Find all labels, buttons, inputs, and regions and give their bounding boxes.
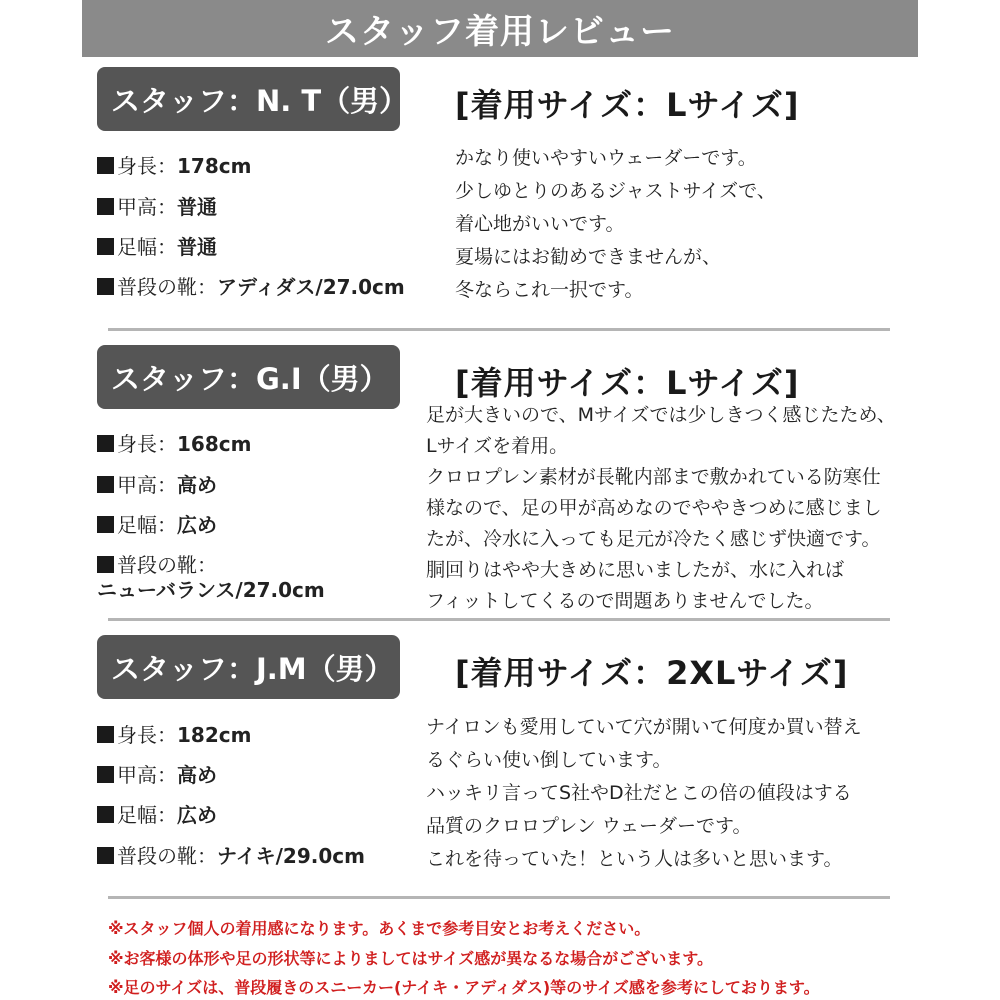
disclaimer-note: ※お客様の体形や足の形状等によりましてはサイズ感が異なるな場合がございます。 (108, 949, 713, 968)
review-line: クロロプレン素材が長靴内部まで敷かれている防寒仕 (426, 466, 881, 488)
disclaimer-note: ※足のサイズは、普段履きのスニーカー(ナイキ・アディダス)等のサイズ感を参考にしております。 (108, 978, 820, 997)
review-line: るぐらい使い倒しています。 (426, 749, 672, 771)
spec-height: 身長：182cm (97, 719, 251, 748)
spec-instep: 甲高：高め (97, 469, 217, 498)
page-title: スタッフ着用レビュー (82, 0, 918, 57)
bullet-square-icon (97, 516, 114, 533)
review-line: Lサイズを着用。 (426, 435, 569, 457)
review-line: 胴回りはやや大きめに思いましたが、水に入れば (426, 559, 845, 581)
spec-height: 身長：168cm (97, 428, 251, 457)
review-line: フィットしてくるので問題ありませんでした。 (426, 590, 824, 612)
section-divider (108, 896, 890, 899)
spec-height: 身長：178cm (97, 150, 251, 179)
review-line: 品質のクロロプレン ウェーダーです。 (426, 815, 752, 837)
bullet-square-icon (97, 806, 114, 823)
spec-instep: 甲高：普通 (97, 191, 217, 220)
section-divider (108, 328, 890, 331)
spec-shoes-value: ニューバランス/27.0cm (97, 578, 325, 602)
staff-name-tag: スタッフ：J.M（男） (97, 635, 400, 699)
bullet-square-icon (97, 847, 114, 864)
review-line: 冬ならこれ一択です。 (455, 279, 644, 301)
review-line: これを待っていた！という人は多いと思います。 (426, 848, 843, 870)
bullet-square-icon (97, 198, 114, 215)
bullet-square-icon (97, 238, 114, 255)
disclaimer-note: ※スタッフ個人の着用感になります。あくまで参考目安とお考えください。 (108, 919, 651, 938)
size-heading: [着用サイズ：Lサイズ] (455, 86, 800, 124)
section-divider (108, 618, 890, 621)
bullet-square-icon (97, 476, 114, 493)
review-line: ハッキリ言ってS社やD社だとこの倍の値段はする (426, 782, 852, 804)
spec-width: 足幅：広め (97, 799, 217, 828)
spec-shoes: 普段の靴：アディダス/27.0cm (97, 271, 405, 300)
spec-instep: 甲高：高め (97, 759, 217, 788)
review-line: かなり使いやすいウェーダーです。 (455, 147, 757, 169)
review-line: たが、冷水に入っても足元が冷たく感じず快適です。 (426, 528, 881, 550)
bullet-square-icon (97, 726, 114, 743)
review-line: 少しゆとりのあるジャストサイズで、 (455, 180, 776, 202)
bullet-square-icon (97, 157, 114, 174)
staff-name-tag: スタッフ：N. T（男） (97, 67, 400, 131)
size-heading: [着用サイズ：Lサイズ] (455, 364, 800, 402)
spec-shoes: 普段の靴： (97, 549, 217, 578)
staff-name-tag: スタッフ：G.I（男） (97, 345, 400, 409)
review-line: 着心地がいいです。 (455, 213, 625, 235)
bullet-square-icon (97, 435, 114, 452)
review-line: 足が大きいので、Mサイズでは少しきつく感じたため、 (426, 404, 896, 426)
review-line: 夏場にはお勧めできませんが、 (455, 246, 722, 268)
bullet-square-icon (97, 766, 114, 783)
review-line: 様なので、足の甲が高めなのでややきつめに感じまし (426, 497, 882, 519)
spec-shoes: 普段の靴：ナイキ/29.0cm (97, 840, 365, 869)
bullet-square-icon (97, 278, 114, 295)
review-line: ナイロンも愛用していて穴が開いて何度か買い替え (426, 716, 862, 738)
size-heading: [着用サイズ：2XLサイズ] (455, 654, 849, 692)
spec-width: 足幅：広め (97, 509, 217, 538)
bullet-square-icon (97, 556, 114, 573)
spec-width: 足幅：普通 (97, 231, 217, 260)
